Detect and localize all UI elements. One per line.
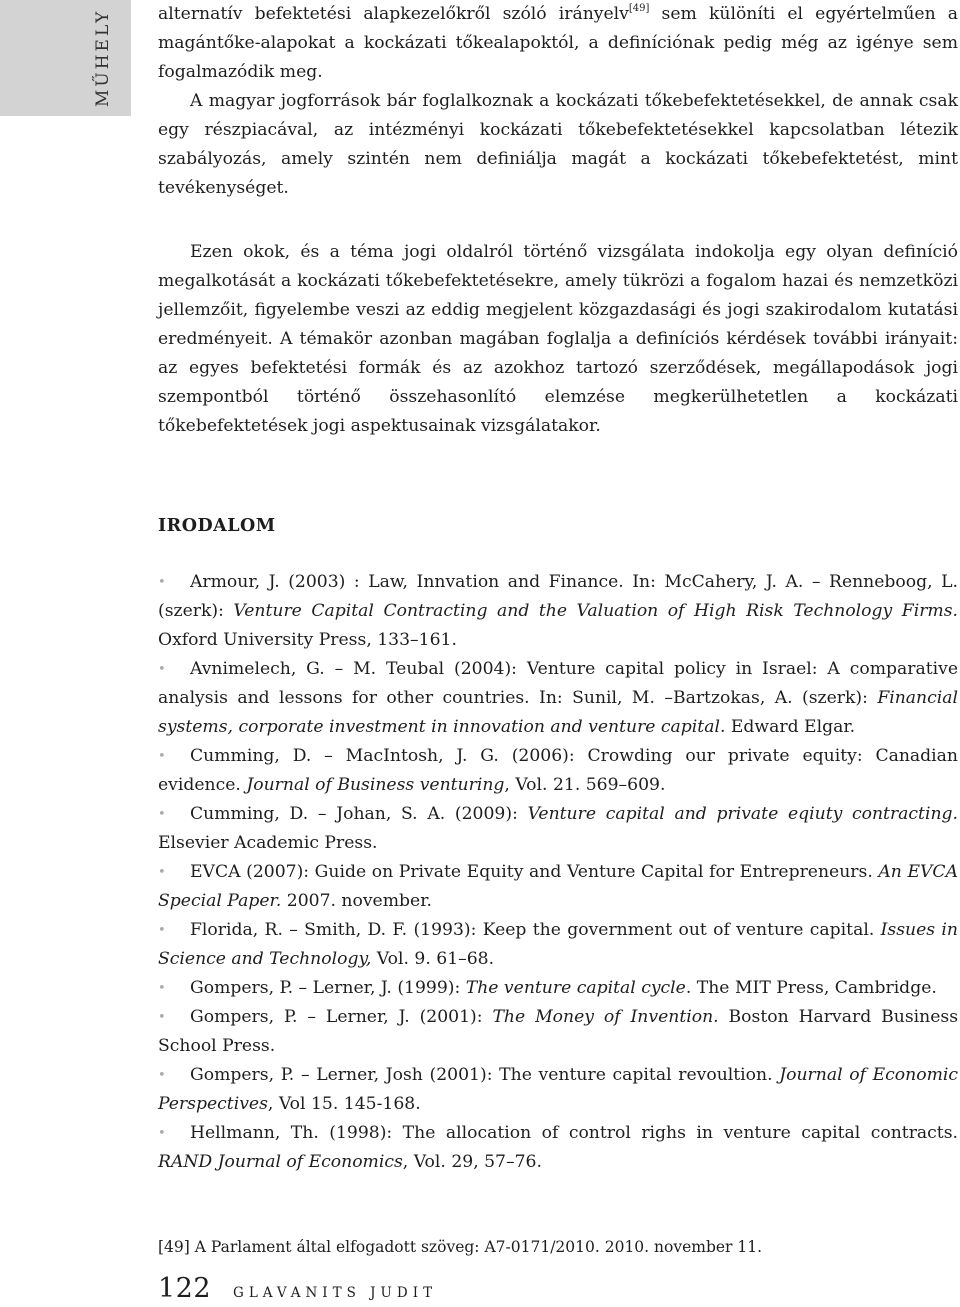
reference-text: Gompers, P. – Lerner, J. (1999):	[190, 978, 466, 998]
paragraph-3	[158, 238, 958, 441]
reference-title: The venture capital cycle	[465, 978, 686, 998]
bullet-icon: •	[158, 575, 166, 590]
reference-item	[158, 916, 958, 974]
reference-text-cont: Oxford University Press, 133–161.	[158, 630, 457, 650]
reference-title: Journal of Economic Perspectives	[158, 1065, 958, 1114]
reference-title: RAND Journal of Economics	[158, 1152, 403, 1172]
reference-text: Hellmann, Th. (1998): The allocation of control righs in venture capital contracts.	[190, 1123, 958, 1143]
paragraph-2	[158, 87, 958, 203]
reference-item	[158, 742, 958, 800]
reference-title: The Money of Invention.	[492, 1007, 719, 1027]
footnote: [49] A Parlament által elfogadott szöveg: A7-0171/2010. 2010. november 11.	[158, 1238, 763, 1256]
reference-title: Financial systems, corporate investment in innovation and venture capital.	[158, 688, 958, 737]
reference-text-cont: , Vol. 29, 57–76.	[402, 1152, 542, 1172]
reference-text-cont: 2007. november.	[281, 891, 432, 911]
reference-item	[158, 1061, 958, 1119]
page-number: 122	[158, 1273, 212, 1304]
bullet-icon: •	[158, 1010, 166, 1025]
reference-item	[158, 568, 958, 655]
reference-text-cont: . The MIT Press, Cambridge.	[685, 978, 937, 998]
bullet-icon: •	[158, 923, 166, 938]
section-tab	[0, 0, 131, 116]
bullet-icon: •	[158, 662, 166, 677]
paragraph-3-text: Ezen okok, és a téma jogi oldalról történő vizsgálata indokolja egy olyan definíció megalkotását a kockázati tőkebefektetésekre, amely tükrözi a fogalom hazai és nemzetközi jellemzőit, figyelembe veszi az eddig megjelent közgazdasági és jogi szakirodalom kutatási eredményeit. A témakör azonban magában foglalja a definíciós kérdések további irányait: az egyes befektetési formák és az azokhoz tartozó szerződések, megállapodások jogi szempontból történő összehasonlító elemzése megkerülhetetlen a kockázati tőkebefektetések jogi aspektusainak vizsgálatakor.	[158, 242, 958, 436]
reference-text: Florida, R. – Smith, D. F. (1993): Keep the government out of venture capital.	[190, 920, 881, 940]
reference-title: An EVCA Special Paper.	[158, 862, 958, 911]
reference-item	[158, 655, 958, 742]
main-content	[158, 0, 958, 1177]
reference-item	[158, 1119, 958, 1177]
reference-text: Gompers, P. – Lerner, Josh (2001): The venture capital revoultion.	[190, 1065, 780, 1085]
bullet-icon: •	[158, 1068, 166, 1083]
page-footer	[158, 1273, 437, 1307]
reference-title: Venture capital and private eqiuty contracting.	[527, 804, 958, 824]
footnote-ref[interactable]: [49]	[628, 3, 650, 14]
reference-text-cont: , Vol 15. 145-168.	[267, 1094, 421, 1114]
bullet-icon: •	[158, 807, 166, 822]
reference-item	[158, 974, 958, 1003]
reference-text: Avnimelech, G. – M. Teubal (2004): Venture capital policy in Israel: A comparative analysis and lessons for other countries. In: Sunil, M. –Bartzokas, A. (szerk):	[158, 659, 958, 708]
bullet-icon: •	[158, 981, 166, 996]
reference-list	[158, 568, 958, 1177]
reference-item	[158, 1003, 958, 1061]
bullet-icon: •	[158, 1126, 166, 1141]
paragraph-1-text-cont: sem különíti el egyértelműen a magántőke-alapokat a kockázati tőkealapoktól, a definíciónak pedig még az igénye sem fogalmazódik meg.	[158, 4, 959, 82]
bullet-icon: •	[158, 865, 166, 880]
reference-text-cont: Vol. 9. 61–68.	[371, 949, 495, 969]
paragraph-1-text: alternatív befektetési alapkezelőkről szóló irányelv	[158, 4, 629, 24]
reference-text: Cumming, D. – MacIntosh, J. G. (2006): Crowding our private equity: Canadian evidence.	[158, 746, 958, 795]
section-tab-label: MŰHELY	[93, 8, 113, 108]
references-heading: IRODALOM	[158, 516, 276, 536]
reference-text-cont: Edward Elgar.	[725, 717, 856, 737]
reference-text: EVCA (2007): Guide on Private Equity and Venture Capital for Entrepreneurs.	[190, 862, 879, 882]
reference-item	[158, 858, 958, 916]
reference-title: Venture Capital Contracting and the Valuation of High Risk Technology Firms.	[233, 601, 958, 621]
paragraph-2-text: A magyar jogforrások bár foglalkoznak a kockázati tőkebefektetésekkel, de annak csak egy részpiacával, az intézményi kockázati tőkebefektetésekkel kapcsolatban létezik szabályozás, amely szintén nem definiálja magát a kockázati tőkebefektetést, mint tevékenységet.	[158, 91, 958, 198]
reference-text-cont: , Vol. 21. 569–609.	[504, 775, 666, 795]
reference-text: Gompers, P. – Lerner, J. (2001):	[190, 1007, 493, 1027]
bullet-icon: •	[158, 749, 166, 764]
reference-item	[158, 800, 958, 858]
reference-text-cont: Boston Harvard Business School Press.	[158, 1007, 959, 1056]
running-author: GLAVANITS JUDIT	[233, 1285, 438, 1301]
reference-title: Journal of Business venturing	[246, 775, 505, 795]
reference-text: Armour, J. (2003) : Law, Innvation and Finance. In: McCahery, J. A. – Renneboog, L. (szerk):	[158, 572, 958, 621]
reference-text: Cumming, D. – Johan, S. A. (2009):	[190, 804, 528, 824]
reference-title: Issues in Science and Technology,	[158, 920, 958, 969]
reference-text-cont: Elsevier Academic Press.	[158, 833, 378, 853]
paragraph-1	[158, 0, 958, 87]
